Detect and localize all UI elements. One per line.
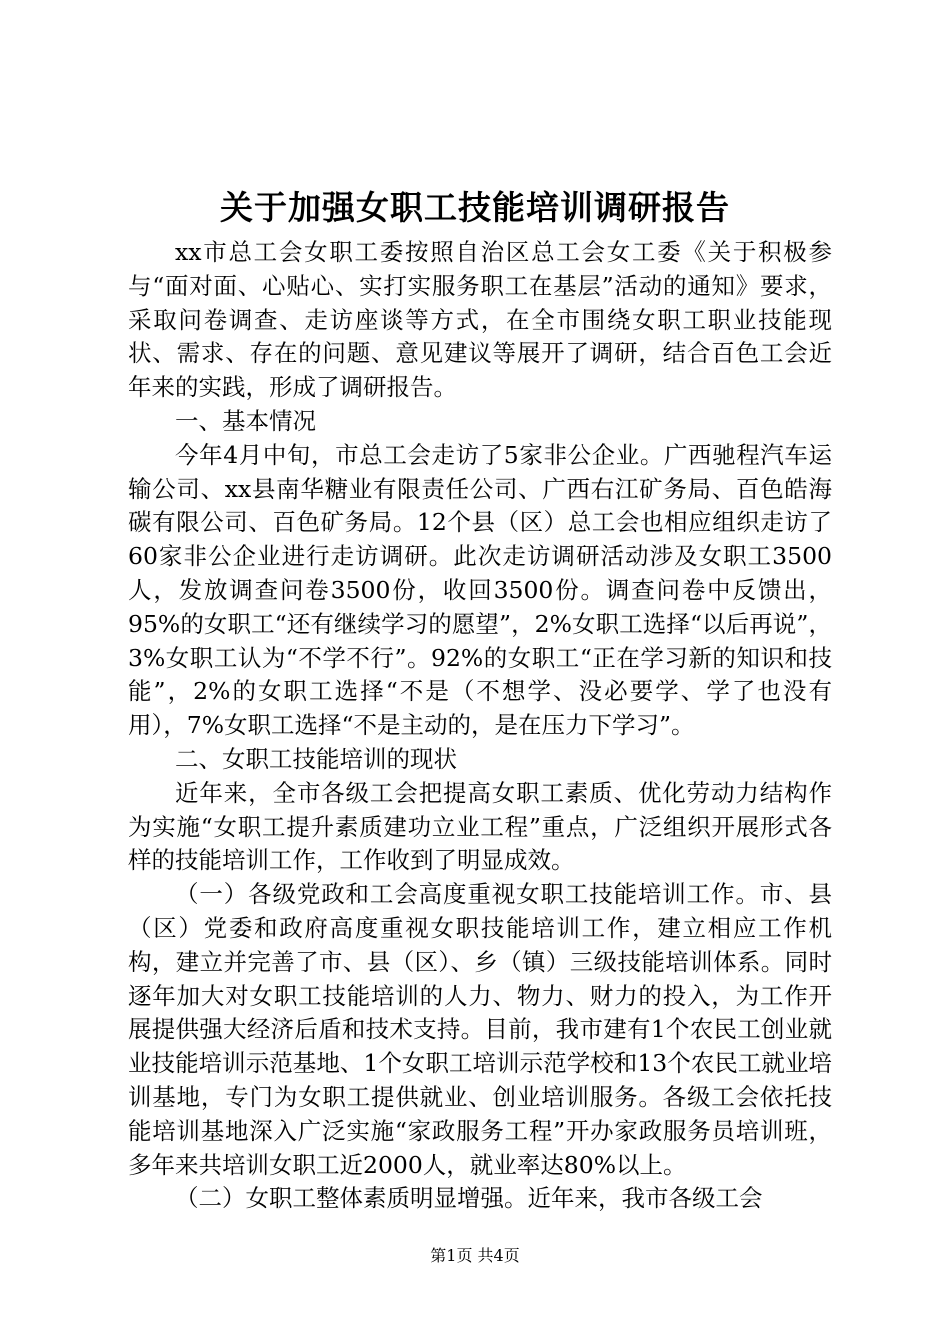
section-heading-status: 二、女职工技能培训的现状 [175, 744, 457, 773]
paragraph-subsection-2: （二）女职工整体素质明显增强。近年来，我市各级工会 [175, 1184, 763, 1213]
document-body [128, 236, 832, 1216]
paragraph-status-intro: 近年来，全市各级工会把提高女职工素质、优化劳动力结构作为实施“女职工提升素质建功立业工程”重点，广泛组织开展形式各样的技能培训工作，工作收到了明显成效。 [128, 778, 832, 875]
paragraph-basic-situation: 今年4月中旬，市总工会走访了5家非公企业。广西驰程汽车运输公司、xx县南华糖业有限责任公司、广西右江矿务局、百色皓海碳有限公司、百色矿务局。12个县（区）总工会也相应组织走访了60家非公企业进行走访调研。此次走访调研活动涉及女职工3500人，发放调查问卷3500份，收回3500份。调查问卷中反馈出，95%的女职工“还有继续学习的愿望”，2%女职工选择“以后再说”，3%女职工认为“不学不行”。92%的女职工“正在学习新的知识和技能”，2%的女职工选择“不是（不想学、没必要学、学了也没有用），7%女职工选择“不是主动的，是在压力下学习”。 [128, 440, 832, 740]
page-footer: 第1页 共4页 [430, 1246, 520, 1265]
section-heading-basic: 一、基本情况 [175, 406, 316, 435]
paragraph-subsection-1: （一）各级党政和工会高度重视女职工技能培训工作。市、县（区）党委和政府高度重视女职技能培训工作，建立相应工作机构，建立并完善了市、县（区）、乡（镇）三级技能培训体系。同时逐年加大对女职工技能培训的人力、物力、财力的投入，为工作开展提供强大经济后盾和技术支持。目前，我市建有1个农民工创业就业技能培训示范基地、1个女职工培训示范学校和13个农民工就业培训基地，专门为女职工提供就业、创业培训服务。各级工会依托技能培训基地深入广泛实施“家政服务工程”开办家政服务员培训班，多年来共培训女职工近2000人，就业率达80%以上。 [128, 880, 832, 1179]
document-title: 关于加强女职工技能培训调研报告 [220, 188, 730, 227]
paragraph-intro: xx市总工会女职工委按照自治区总工会女工委《关于积极参与“面对面、心贴心、实打实服务职工在基层”活动的通知》要求，采取问卷调查、走访座谈等方式，在全市围绕女职工职业技能现状、需求、存在的问题、意见建议等展开了调研，结合百色工会近年来的实践，形成了调研报告。 [128, 238, 832, 402]
